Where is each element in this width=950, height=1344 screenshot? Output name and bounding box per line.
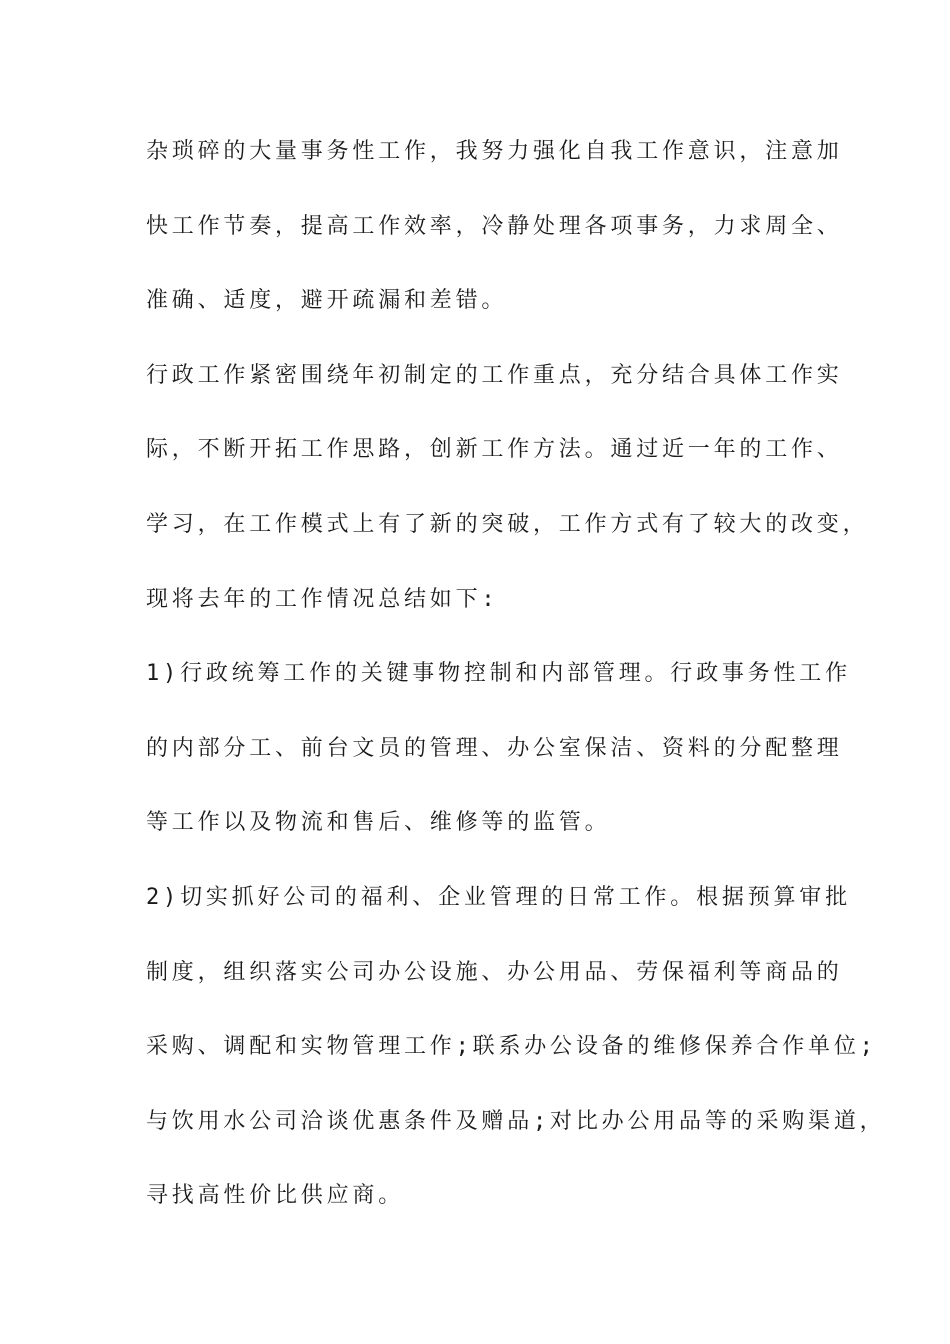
text-line: 行政工作紧密围绕年初制定的工作重点，充分结合具体工作实 bbox=[146, 362, 843, 388]
text-line: 采购、调配和实物管理工作;联系办公设备的维修保养合作单位; bbox=[146, 1034, 877, 1060]
text-line: 学习，在工作模式上有了新的突破，工作方式有了较大的改变， bbox=[146, 511, 869, 537]
text-line: 2)切实抓好公司的福利、企业管理的日常工作。根据预算审批 bbox=[146, 884, 851, 910]
text-line: 1)行政统筹工作的关键事物控制和内部管理。行政事务性工作 bbox=[146, 661, 851, 687]
text-line: 的内部分工、前台文员的管理、办公室保洁、资料的分配整理 bbox=[146, 735, 843, 761]
text-line: 等工作以及物流和售后、维修等的监管。 bbox=[146, 810, 611, 836]
text-line: 现将去年的工作情况总结如下: bbox=[146, 586, 499, 612]
text-line: 寻找高性价比供应商。 bbox=[146, 1183, 405, 1209]
text-line: 快工作节奏，提高工作效率，冷静处理各项事务，力求周全、 bbox=[146, 213, 843, 239]
document-body bbox=[146, 132, 886, 1251]
text-line: 准确、适度，避开疏漏和差错。 bbox=[146, 288, 508, 314]
text-line: 际，不断开拓工作思路，创新工作方法。通过近一年的工作、 bbox=[146, 437, 843, 463]
text-line: 杂琐碎的大量事务性工作，我努力强化自我工作意识，注意加 bbox=[146, 139, 843, 164]
text-line: 制度，组织落实公司办公设施、办公用品、劳保福利等商品的 bbox=[146, 959, 843, 985]
text-line: 与饮用水公司洽谈优惠条件及赠品;对比办公用品等的采购渠道， bbox=[146, 1108, 886, 1134]
